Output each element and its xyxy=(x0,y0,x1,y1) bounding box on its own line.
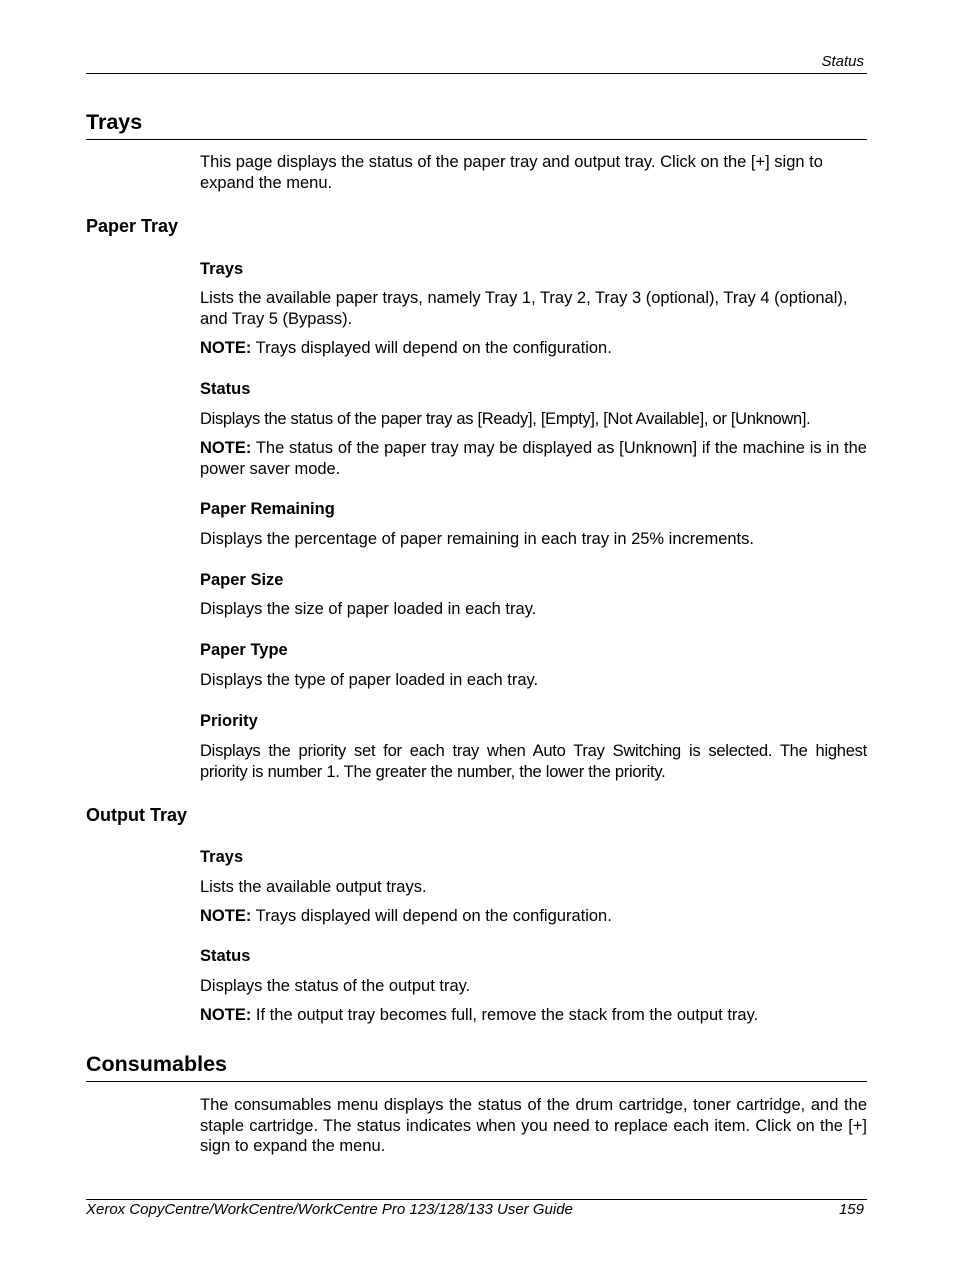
section-rule-consumables xyxy=(86,1081,867,1082)
paper-tray-trays-text: Lists the available paper trays, namely Tray 1, Tray 2, Tray 3 (optional), Tray 4 (optional), and Tray 5 (Bypass). xyxy=(200,289,848,328)
output-tray-status-text: Displays the status of the output tray. xyxy=(200,977,471,995)
paper-tray-status-title: Status xyxy=(200,380,251,398)
paper-type-title: Paper Type xyxy=(200,641,288,659)
trays-intro: This page displays the status of the paper tray and output tray. Click on the [+] sign to expand the menu. xyxy=(200,153,823,192)
note-text: If the output tray becomes full, remove the stack from the output tray. xyxy=(251,1006,759,1024)
priority-title: Priority xyxy=(200,712,258,730)
note-text: The status of the paper tray may be displayed as [Unknown] if the machine is in the power saver mode. xyxy=(200,439,867,478)
footer-guide-title: Xerox CopyCentre/WorkCentre/WorkCentre Pro 123/128/133 User Guide xyxy=(86,1201,573,1218)
page-number: 159 xyxy=(838,1201,864,1218)
subsection-title-paper-tray: Paper Tray xyxy=(86,216,179,236)
note-text: Trays displayed will depend on the configuration. xyxy=(251,907,612,925)
section-title-trays: Trays xyxy=(86,110,143,134)
paper-remaining-title: Paper Remaining xyxy=(200,500,335,518)
section-rule-trays xyxy=(86,139,867,140)
paper-remaining-text: Displays the percentage of paper remaining in each tray in 25% increments. xyxy=(200,530,754,548)
paper-size-text: Displays the size of paper loaded in each tray. xyxy=(200,600,537,618)
note-text: Trays displayed will depend on the configuration. xyxy=(251,339,612,357)
paper-type-text: Displays the type of paper loaded in each tray. xyxy=(200,671,539,689)
paper-tray-trays-title: Trays xyxy=(200,260,244,278)
output-tray-trays-text: Lists the available output trays. xyxy=(200,878,427,896)
paper-tray-status-note xyxy=(200,438,867,479)
note-label: NOTE: xyxy=(200,339,252,357)
output-tray-trays-title: Trays xyxy=(200,848,244,866)
header-rule xyxy=(86,73,867,74)
output-tray-status-note xyxy=(200,1005,867,1026)
consumables-intro: The consumables menu displays the status of the drum cartridge, toner cartridge, and the staple cartridge. The status indicates when you need to replace each item. Click on the [+] sign to expand the menu. xyxy=(200,1096,867,1155)
section-title-consumables: Consumables xyxy=(86,1052,227,1076)
footer-rule xyxy=(86,1199,867,1200)
paper-tray-status-text: Displays the status of the paper tray as [Ready], [Empty], [Not Available], or [Unknown]. xyxy=(200,410,811,428)
note-label: NOTE: xyxy=(200,1006,252,1024)
note-label: NOTE: xyxy=(200,439,252,457)
output-tray-trays-note xyxy=(200,906,867,927)
subsection-title-output-tray: Output Tray xyxy=(86,805,188,825)
running-header: Status xyxy=(821,53,864,70)
paper-tray-trays-note xyxy=(200,338,867,359)
paper-size-title: Paper Size xyxy=(200,571,284,589)
output-tray-status-title: Status xyxy=(200,947,251,965)
priority-text: Displays the priority set for each tray when Auto Tray Switching is selected. The highest priority is number 1. The greater the number, the lower the priority. xyxy=(200,742,867,781)
note-label: NOTE: xyxy=(200,907,252,925)
